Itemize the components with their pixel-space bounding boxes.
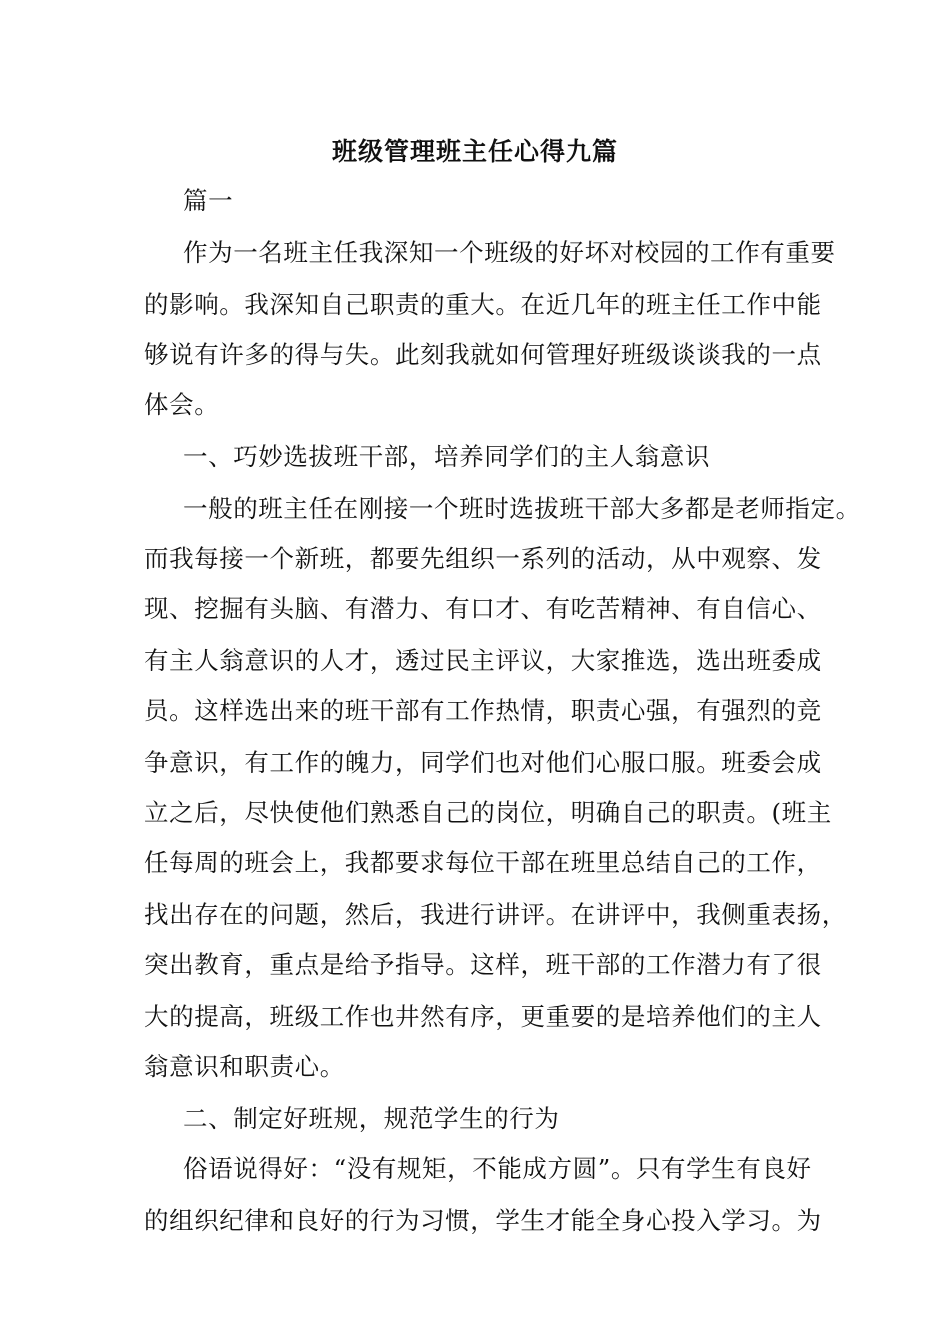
paragraph-line: 的影响。我深知自己职责的重大。在近几年的班主任工作中能 xyxy=(144,290,822,319)
paragraph-line: 翁意识和职责心。 xyxy=(144,1052,345,1081)
section-label: 篇一 xyxy=(183,186,234,215)
paragraph-line: 作为一名班主任我深知一个班级的好坏对校园的工作有重要 xyxy=(183,238,836,267)
section-heading: 一、巧妙选拔班干部，培养同学们的主人翁意识 xyxy=(183,442,711,471)
paragraph-line: 一般的班主任在刚接一个班时选拔班干部大多都是老师指定。 xyxy=(183,494,861,523)
section-heading: 二、制定好班规，规范学生的行为 xyxy=(183,1104,560,1133)
paragraph-line: 突出教育，重点是给予指导。这样，班干部的工作潜力有了很 xyxy=(144,950,822,979)
paragraph-line: 立之后，尽快使他们熟悉自己的岗位，明确自己的职责。(班主 xyxy=(144,798,832,827)
paragraph-line: 现、挖掘有头脑、有潜力、有口才、有吃苦精神、有自信心、 xyxy=(144,594,822,623)
paragraph-line: 的组织纪律和良好的行为习惯，学生才能全身心投入学习。为 xyxy=(144,1206,822,1235)
paragraph-line: 而我每接一个新班，都要先组织一系列的活动，从中观察、发 xyxy=(144,544,822,573)
paragraph-line: 员。这样选出来的班干部有工作热情，职责心强，有强烈的竞 xyxy=(144,696,822,725)
document-title: 班级管理班主任心得九篇 xyxy=(331,137,618,166)
paragraph-line: 体会。 xyxy=(144,390,220,419)
paragraph-line: 大的提高，班级工作也井然有序，更重要的是培养他们的主人 xyxy=(144,1002,822,1031)
paragraph-line: 俗语说得好：“没有规矩，不能成方圆”。只有学生有良好 xyxy=(183,1154,812,1183)
paragraph-line: 找出存在的问题，然后，我进行讲评。在讲评中，我侧重表扬， xyxy=(144,900,847,929)
paragraph-line: 够说有许多的得与失。此刻我就如何管理好班级谈谈我的一点 xyxy=(144,340,822,369)
paragraph-line: 任每周的班会上，我都要求每位干部在班里总结自己的工作， xyxy=(144,848,822,877)
paragraph-line: 有主人翁意识的人才，透过民主评议，大家推选，选出班委成 xyxy=(144,646,822,675)
paragraph-line: 争意识，有工作的魄力，同学们也对他们心服口服。班委会成 xyxy=(144,748,822,777)
